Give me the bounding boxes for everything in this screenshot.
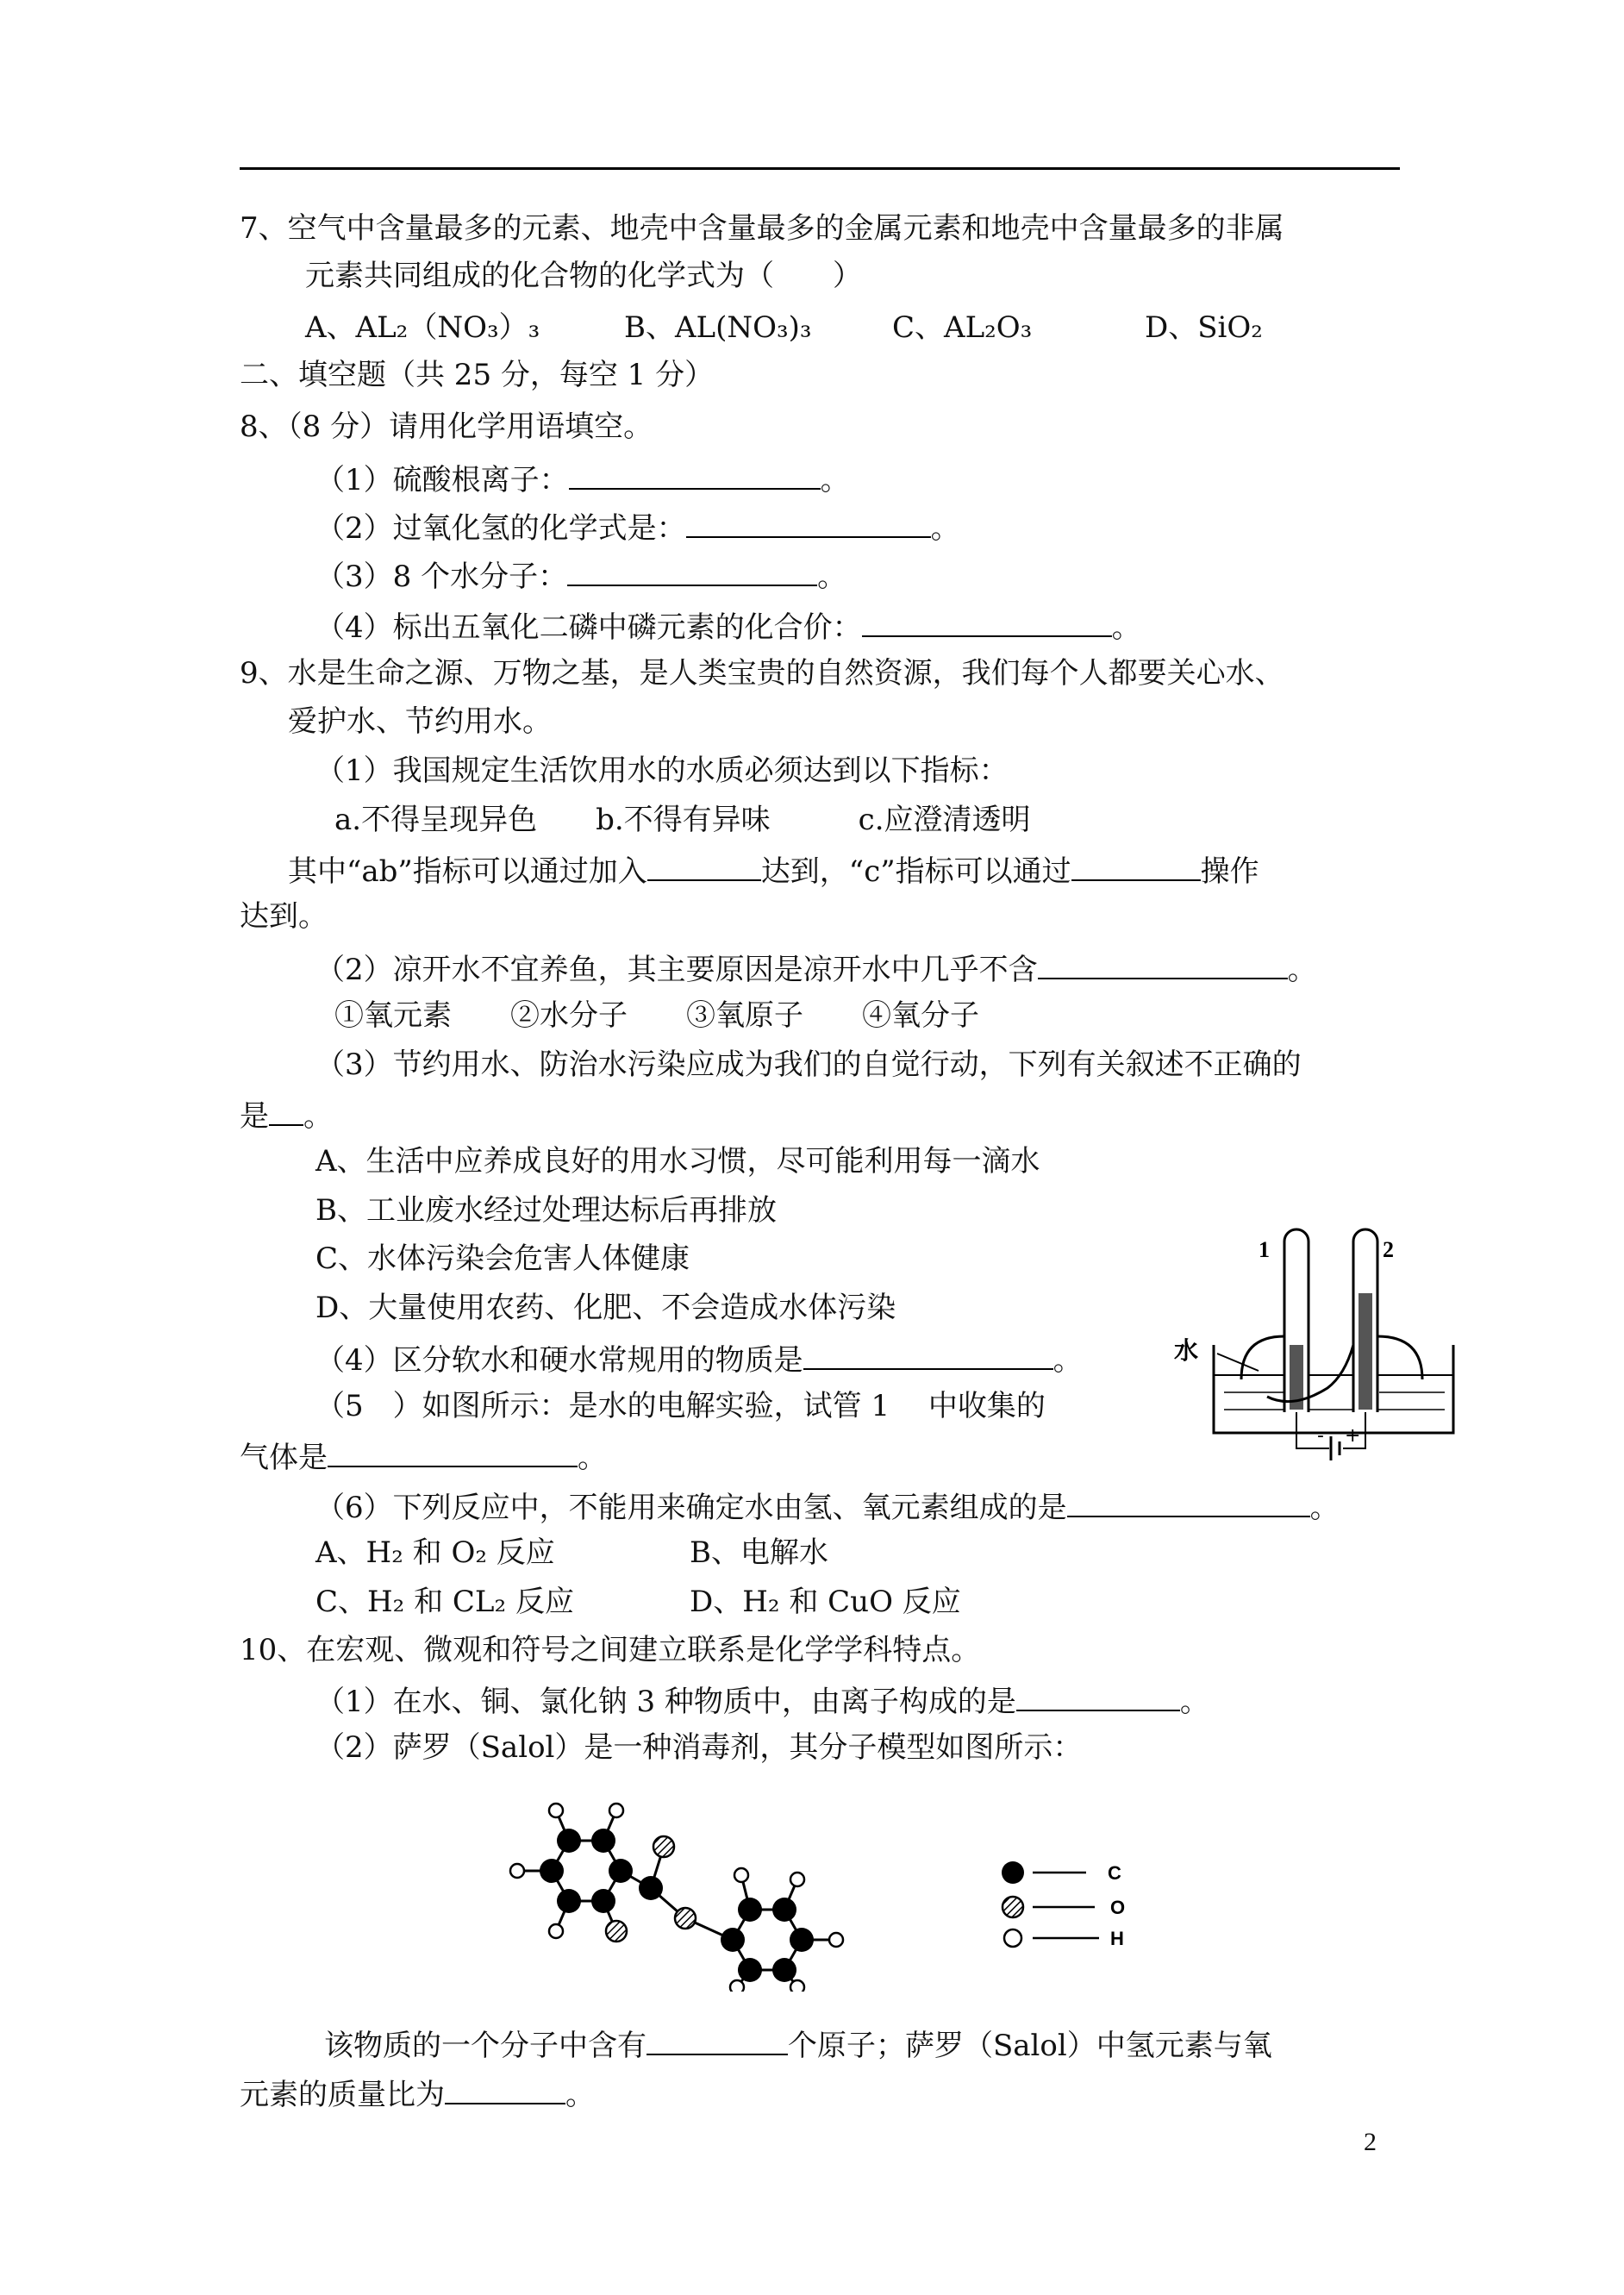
q9-part5-text: 气体是 (240, 1441, 328, 1475)
minus-label: - (1317, 1425, 1324, 1447)
q9-part5-line1: （5 ）如图所示：是水的电解实验，试管 1 中收集的 (315, 1389, 1046, 1423)
salol-molecule-figure (491, 1793, 1155, 1992)
q10-blank-p1[interactable] (1016, 1684, 1180, 1711)
q7-line2: 元素共同组成的化合物的化学式为（ ） (305, 259, 862, 293)
q8-item-4 (315, 610, 1141, 645)
q9-part3-line2 (240, 1098, 333, 1134)
q9-part1-question (288, 854, 1259, 889)
q10-part3-text-a: 该物质的一个分子中含有 (324, 2029, 646, 2063)
q8-item-3-end: 。 (817, 560, 847, 594)
q9-part6 (315, 1490, 1340, 1523)
q8-item-3 (315, 559, 847, 594)
water-label: 水 (1174, 1336, 1199, 1365)
q9-p1-text-a: 其中“ab”指标可以通过加入 (288, 854, 647, 889)
q9-part3-option-c: C、水体污染会危害人体健康 (315, 1241, 690, 1276)
electrolysis-apparatus-figure (1172, 1207, 1465, 1466)
q9-part2-options: ①氧元素 ②水分子 ③氧原子 ④氧分子 (334, 998, 979, 1033)
q10-part3-end: 。 (565, 2078, 595, 2112)
q9-part3-option-b: B、工业废水经过处理达标后再排放 (315, 1193, 777, 1228)
q9-blank-p6[interactable] (1067, 1490, 1310, 1517)
q9-part2 (315, 952, 1317, 985)
legend-oxygen-label: O (1110, 1897, 1126, 1918)
q9-blank-ab[interactable] (647, 854, 761, 881)
q9-part4 (315, 1342, 1083, 1378)
q8-item-2-end: 。 (930, 511, 960, 546)
q9-blank-c[interactable] (1071, 854, 1201, 881)
q9-part6-text: （6）下列反应中，不能用来确定水由氢、氧元素组成的是 (315, 1491, 1067, 1525)
q9-part1: （1）我国规定生活饮用水的水质必须达到以下指标： (315, 754, 1009, 788)
q9-part3-line1: （3）节约用水、防治水污染应成为我们的自觉行动，下列有关叙述不正确的 (315, 1047, 1302, 1082)
q8-blank-4[interactable] (862, 610, 1112, 637)
q9-blank-p3[interactable] (269, 1098, 303, 1126)
plus-label: + (1345, 1425, 1361, 1447)
q10-part3-text-b: 个原子；萨罗（Salol）中氢元素与氧 (788, 2029, 1272, 2063)
q9-part3-option-a: A、生活中应养成良好的用水习惯，尽可能利用每一滴水 (315, 1144, 1040, 1179)
tube-2-label: 2 (1383, 1237, 1394, 1262)
q7-option-c: C、AL₂O₃ (892, 310, 1033, 345)
q9-part6-option-a: A、H₂ 和 O₂ 反应 (315, 1535, 555, 1570)
q10-part3-line1 (324, 2028, 1272, 2063)
q10-part1-text: （1）在水、铜、氯化钠 3 种物质中，由离子构成的是 (315, 1685, 1016, 1719)
q9-part6-option-d: D、H₂ 和 CuO 反应 (690, 1585, 961, 1619)
q8-item-2 (315, 510, 960, 546)
section-2-heading: 二、填空题（共 25 分，每空 1 分） (240, 358, 715, 392)
q8-item-4-end: 。 (1111, 610, 1141, 645)
q9-part4-text: （4）区分软水和硬水常规用的物质是 (315, 1343, 803, 1378)
q9-part1-options: a.不得呈现异色 b.不得有异味 c.应澄清透明 (334, 803, 1031, 837)
q10-part3-text-c: 元素的质量比为 (240, 2078, 445, 2112)
q8-blank-1[interactable] (569, 462, 821, 490)
q9-blank-p5[interactable] (328, 1440, 578, 1467)
q9-blank-p2[interactable] (1038, 952, 1288, 979)
q10-blank-atoms[interactable] (646, 2028, 788, 2055)
q7-option-b: B、AL(NO₃)₃ (624, 310, 812, 345)
q9-line1: 9、水是生命之源、万物之基，是人类宝贵的自然资源，我们每个人都要关心水、 (240, 656, 1284, 691)
q10-stem: 10、在宏观、微观和符号之间建立联系是化学学科特点。 (240, 1633, 981, 1667)
q9-blank-p4[interactable] (803, 1342, 1053, 1370)
q8-item-1-end: 。 (820, 463, 850, 497)
q9-part6-option-c: C、H₂ 和 CL₂ 反应 (315, 1585, 574, 1619)
page-number: 2 (1364, 2128, 1377, 2156)
q10-blank-ratio[interactable] (445, 2077, 565, 2104)
q7-option-a: A、AL₂（NO₃）₃ (305, 310, 540, 345)
q7-option-d: D、SiO₂ (1145, 310, 1263, 345)
q8-blank-3[interactable] (567, 559, 817, 586)
q8-item-3-text: （3）8 个水分子： (315, 560, 568, 594)
q8-item-1-text: （1）硫酸根离子： (315, 463, 569, 497)
q9-part5-line2 (240, 1440, 607, 1473)
q8-stem: 8、（8 分）请用化学用语填空。 (240, 410, 653, 444)
q8-blank-2[interactable] (686, 510, 931, 538)
q8-item-4-text: （4）标出五氧化二磷中磷元素的化合价： (315, 610, 862, 645)
q9-p1-text-c: 操作 (1200, 854, 1259, 889)
q8-item-1 (315, 462, 850, 495)
q7-line1: 7、空气中含量最多的元素、地壳中含量最多的金属元素和地壳中含量最多的非属 (240, 211, 1284, 246)
q10-part1-end: 。 (1179, 1685, 1209, 1719)
q10-part1 (315, 1684, 1209, 1717)
q9-part1-end: 达到。 (240, 899, 328, 934)
q9-part6-end: 。 (1309, 1491, 1340, 1525)
q9-part3-text: 是 (240, 1099, 269, 1134)
q9-part6-option-b: B、电解水 (690, 1535, 828, 1570)
q9-part3-option-d: D、大量使用农药、化肥、不会造成水体污染 (315, 1291, 896, 1325)
q9-part2-end: 。 (1287, 953, 1317, 987)
tube-1-label: 1 (1259, 1237, 1270, 1262)
q9-p1-text-b: 达到，“c”指标可以通过 (760, 854, 1071, 889)
legend-carbon-label: C (1108, 1862, 1121, 1884)
q10-part3-line2 (240, 2077, 595, 2110)
legend-hydrogen-label: H (1110, 1928, 1124, 1949)
header-rule (240, 167, 1400, 170)
q9-part2-text: （2）凉开水不宜养鱼，其主要原因是凉开水中几乎不含 (315, 953, 1038, 987)
q9-line2: 爱护水、节约用水。 (288, 704, 552, 739)
q10-part2: （2）萨罗（Salol）是一种消毒剂，其分子模型如图所示： (315, 1730, 1083, 1765)
q9-part3-end: 。 (303, 1099, 333, 1134)
q9-part4-end: 。 (1052, 1343, 1083, 1378)
q9-part5-end: 。 (578, 1441, 607, 1475)
q8-item-2-text: （2）过氧化氢的化学式是： (315, 511, 686, 546)
